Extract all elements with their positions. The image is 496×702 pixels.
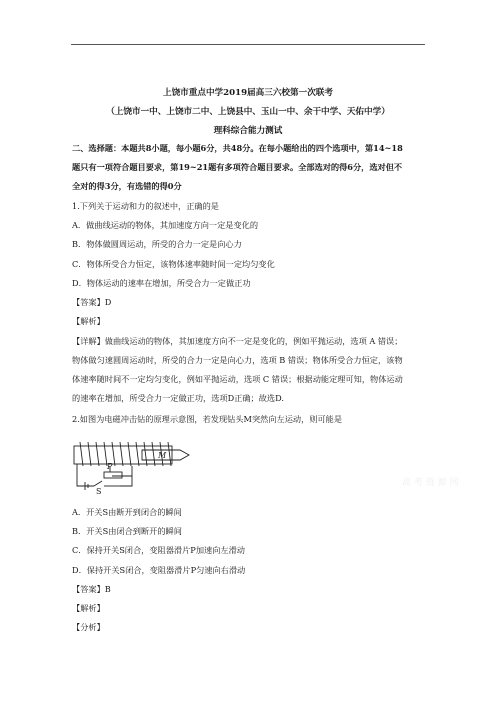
- rheostat: [104, 472, 122, 478]
- section-instructions-line-3: 全对的得3分，有选错的得0分: [72, 181, 182, 191]
- electromagnetic-drill-diagram: [72, 436, 192, 494]
- q1-detail-line-4: 的速率在增加，所受合力一定做正功，选项D正确；故选D.: [72, 393, 284, 403]
- exam-title: 上饶市重点中学2019届高三六校第一次联考: [162, 88, 333, 98]
- q2-option-d: D．保持开关S闭合，变阻器滑片P匀速向右滑动: [72, 565, 246, 575]
- circuit-wire-left: [77, 464, 94, 486]
- q2-stem: 2.如图为电磁冲击钻的原理示意图，若发现钻头M突然向左运动，则可能是: [72, 414, 343, 424]
- q1-detail-line-2: 物体做匀速圆周运动时，所受的合力一定是向心力，选项 B 错误；物体所受合力恒定，该物: [72, 355, 403, 365]
- q1-stem: 1.下列关于运动和力的叙述中，正确的是: [72, 201, 219, 211]
- q2-fenxi-label: 【分析】: [72, 622, 105, 632]
- q1-option-d: D．物体运动的速率在增加，所受合力一定做正功: [72, 278, 251, 288]
- q2-analysis-label: 【解析】: [72, 603, 105, 613]
- top-rule: [71, 44, 425, 45]
- q2-option-b: B．开关S由闭合到断开的瞬间: [72, 526, 182, 536]
- watermark: 高 考 资 源 网: [402, 478, 459, 488]
- q1-detail-line-3: 体速率随时间不一定均匀变化，例如平抛运动，选项 C 错误；根据动能定理可知，物体运动: [72, 374, 403, 384]
- q1-option-a: A．做曲线运动的物体，其加速度方向一定是变化的: [72, 220, 259, 230]
- q2-option-c: C．保持开关S闭合，变阻器滑片P加速向左滑动: [72, 545, 245, 555]
- label-s: S: [96, 487, 102, 494]
- label-p: P: [107, 462, 113, 471]
- q1-option-b: B．物体做圆周运动，所受的合力一定是向心力: [72, 239, 242, 249]
- q2-option-a: A．开关S由断开到闭合的瞬间: [72, 507, 182, 517]
- schools-line: （上饶市一中、上饶市二中、上饶县中、玉山一中、余干中学、天佑中学）: [106, 107, 390, 117]
- q1-option-c: C．物体所受合力恒定，该物体速率随时间一定均匀变化: [72, 259, 275, 269]
- label-m: M: [158, 451, 167, 460]
- section-instructions-line-2: 题只有一项符合题目要求，第19~21题有多项符合题目要求。全部选对的得6分，选对但不: [72, 162, 403, 172]
- q1-analysis-label: 【解析】: [72, 316, 105, 326]
- q1-detail-line-1: 【详解】做曲线运动的物体，其加速度方向不一定是变化的，例如平抛运动，选项 A 错误；: [72, 336, 403, 346]
- section-instructions-line-1: 二、选择题：本题共8小题，每小题6分，共48分。在每小题给出的四个选项中，第14~18: [72, 143, 403, 153]
- switch-s: [94, 481, 102, 486]
- subject-title: 理科综合能力测试: [213, 126, 283, 136]
- q2-answer: 【答案】B: [72, 584, 111, 594]
- q1-answer: 【答案】D: [72, 297, 112, 307]
